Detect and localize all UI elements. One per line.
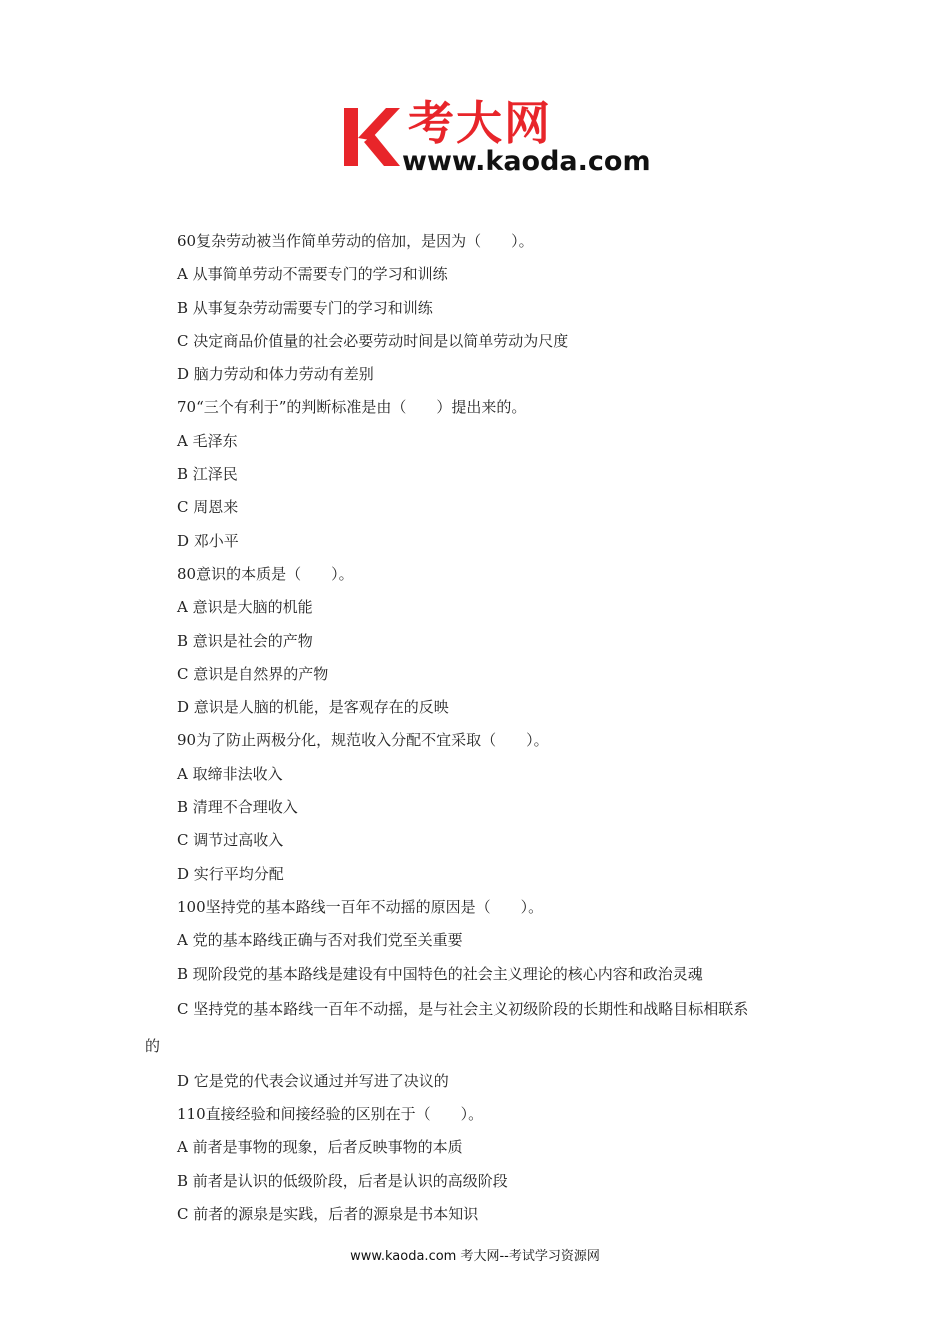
option-text: C 决定商品价值量的社会必要劳动时间是以简单劳动为尺度 (177, 331, 569, 350)
option-text: B 现阶段党的基本路线是建设有中国特色的社会主义理论的核心内容和政治灵魂 (177, 964, 703, 983)
logo-chinese-name: 考大网 (408, 96, 552, 150)
option-text: D 脑力劳动和体力劳动有差别 (177, 365, 374, 384)
option-text: D 实行平均分配 (177, 864, 284, 883)
option-text: B 清理不合理收入 (177, 798, 298, 817)
option-text: A 前者是事物的现象，后者反映事物的本质 (177, 1138, 463, 1157)
option-text: D 意识是人脑的机能，是客观存在的反映 (177, 698, 449, 717)
question-list (0, 225, 950, 1231)
question-text: 110直接经验和间接经验的区别在于（ ）。 (177, 1105, 484, 1124)
page-footer: www.kaoda.com 考大网--考试学习资源网 (350, 1249, 600, 1264)
option-text: B 江泽民 (177, 465, 238, 484)
k-logo-icon (340, 104, 402, 170)
question-text: 70“三个有利于”的判断标准是由（ ）提出来的。 (177, 398, 527, 417)
question-text: 100坚持党的基本路线一百年不动摇的原因是（ ）。 (177, 897, 544, 916)
option-text: C 意识是自然界的产物 (177, 664, 329, 683)
option-text: C 周恩来 (177, 498, 239, 517)
question-text: 60复杂劳动被当作简单劳动的倍加，是因为（ ）。 (177, 232, 534, 250)
option-text: D 它是党的代表会议通过并写进了决议的 (177, 1071, 449, 1090)
question-text: 90为了防止两极分化，规范收入分配不宜采取（ ）。 (177, 731, 549, 750)
option-text: B 意识是社会的产物 (177, 631, 313, 650)
question-text: 80意识的本质是（ ）。 (177, 564, 354, 583)
option-text: B 从事复杂劳动需要专门的学习和训练 (177, 298, 433, 317)
option-text: C 前者的源泉是实践，后者的源泉是书本知识 (177, 1205, 479, 1224)
option-text: C 调节过高收入 (177, 831, 284, 850)
option-text: A 取缔非法收入 (177, 764, 283, 783)
option-text: B 前者是认识的低级阶段，后者是认识的高级阶段 (177, 1171, 508, 1190)
logo-url: www.kaoda.com (402, 146, 651, 177)
site-logo (340, 96, 660, 186)
option-text: D 邓小平 (177, 531, 239, 550)
option-text: A 意识是大脑的机能 (177, 598, 313, 617)
option-text: A 党的基本路线正确与否对我们党至关重要 (177, 931, 463, 950)
option-text: A 毛泽东 (177, 431, 238, 450)
option-text: C 坚持党的基本路线一百年不动摇，是与社会主义初级阶段的长期性和战略目标相联系 (177, 999, 749, 1018)
option-text: A 从事简单劳动不需要专门的学习和训练 (177, 265, 448, 284)
option-text-continuation: 的 (145, 1036, 161, 1055)
